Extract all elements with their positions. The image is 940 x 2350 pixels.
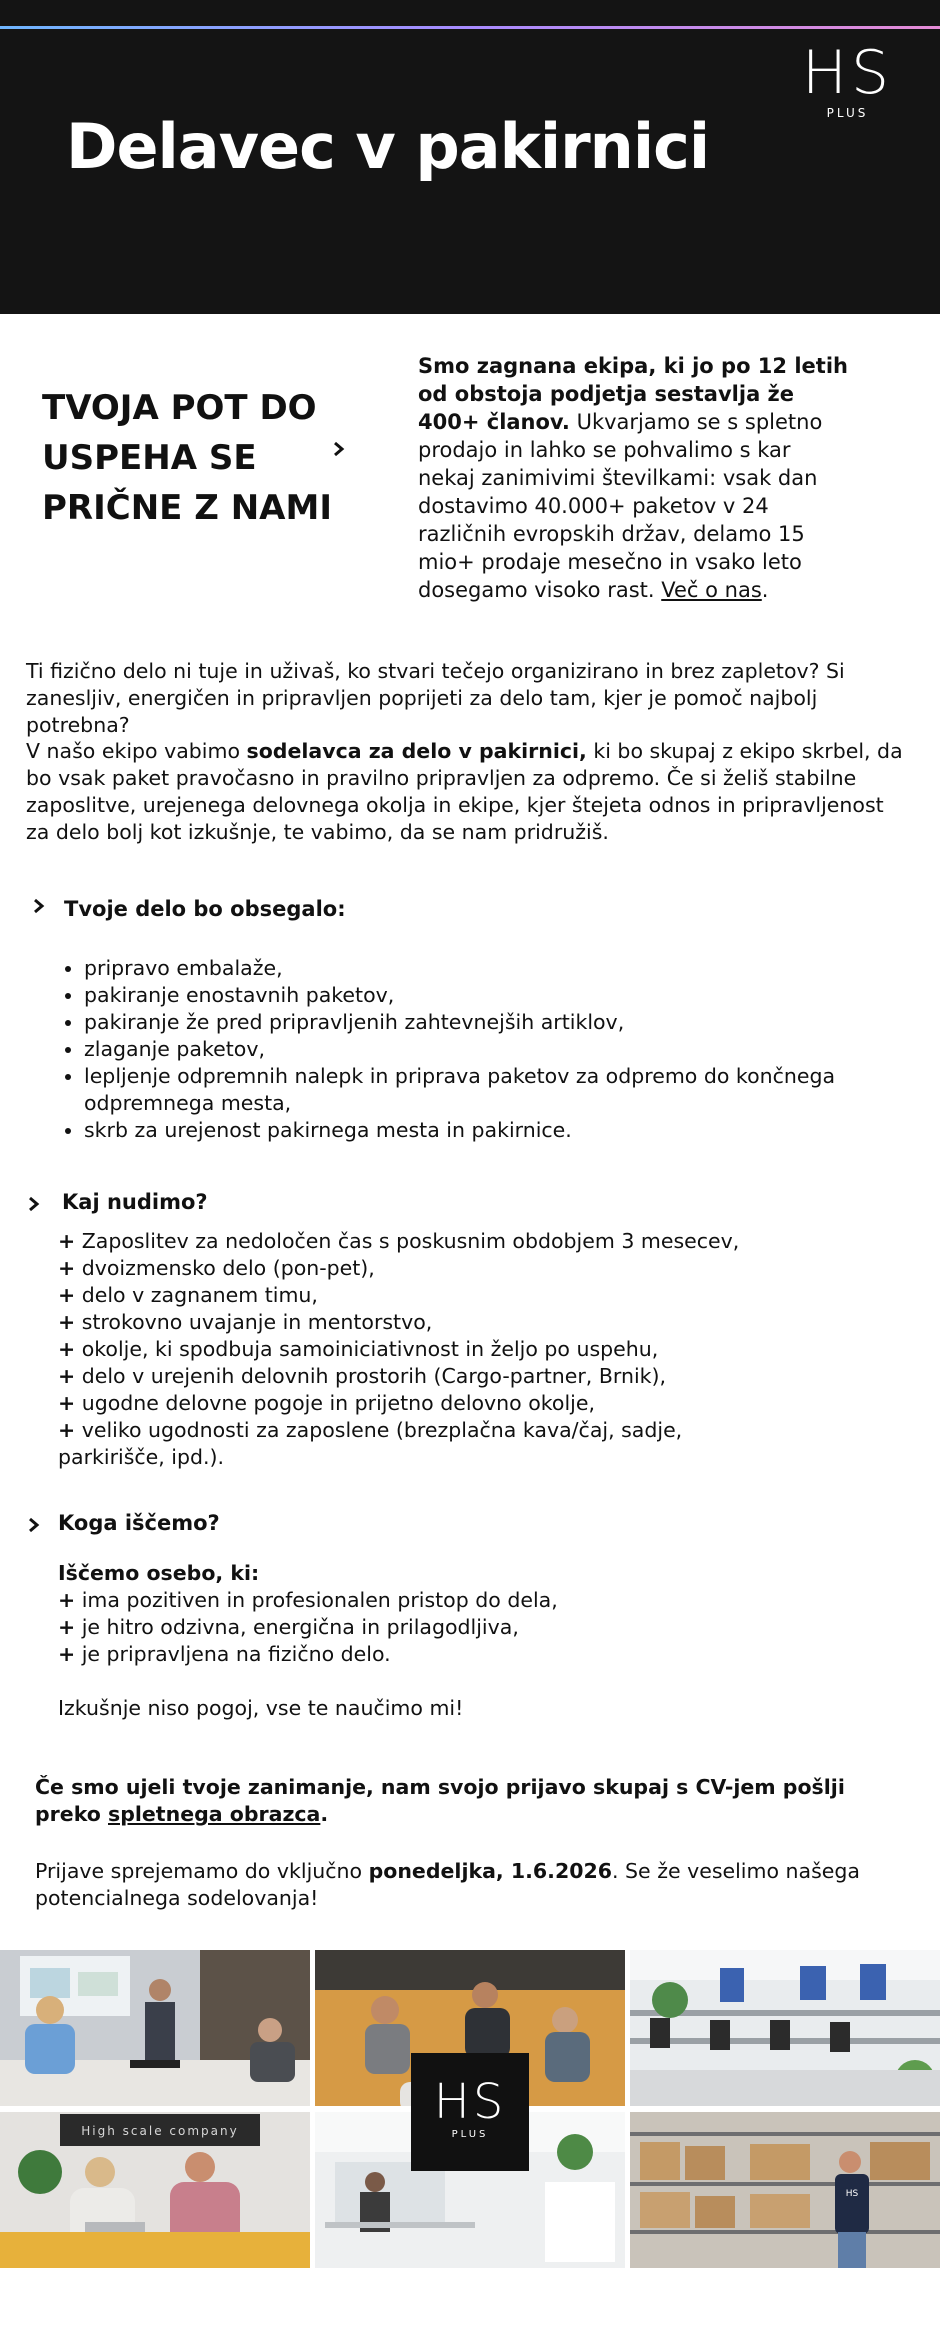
plus-icon: +	[58, 1256, 76, 1280]
path-title-line: PRIČNE Z NAMI	[42, 488, 332, 528]
list-item	[58, 1228, 818, 1255]
seek-list	[58, 1560, 818, 1722]
company-intro	[418, 352, 848, 604]
list-item: • zlaganje paketov,	[84, 1036, 844, 1063]
seek-subheading	[58, 1560, 818, 1587]
meeting-photo	[0, 1950, 310, 2106]
seek-sub: Iščemo osebo, ki:	[58, 1561, 260, 1585]
chevron-right-icon	[26, 1517, 42, 1533]
list-item	[58, 1587, 818, 1614]
logo-main: HS	[433, 2074, 507, 2130]
duties-list	[84, 955, 844, 1144]
logo-main: HS	[801, 38, 894, 108]
duties-heading: Tvoje delo bo obsegalo:	[64, 897, 346, 921]
logo-sub: PLUS	[826, 106, 869, 120]
offer-item-text: okolje, ki spodbuja samoiniciativnost in željo po uspehu,	[81, 1337, 659, 1361]
seek-heading: Koga iščemo?	[58, 1511, 220, 1535]
deadline-date: ponedeljka, 1.6.2026	[368, 1859, 613, 1883]
plus-icon: +	[58, 1310, 76, 1334]
offer-item-text: strokovno uvajanje in mentorstvo,	[81, 1310, 433, 1334]
list-item	[58, 1336, 818, 1363]
page-title: Delavec v pakirnici	[66, 110, 710, 183]
hs-plus-logo	[795, 38, 900, 120]
seek-item-text: ima pozitiven in profesionalen pristop do dela,	[81, 1588, 558, 1612]
intro-bold: Smo zagnana ekipa, ki jo po 12 letih od obstoja podjetja sestavlja že 400+ članov.	[418, 354, 848, 434]
path-title	[42, 383, 342, 533]
list-item: • skrb za urejenost pakirnega mesta in pakirnice.	[84, 1117, 844, 1144]
deadline-text: . Se že veselimo našega potencialnega sodelovanja!	[35, 1859, 860, 1910]
list-item	[58, 1255, 818, 1282]
offer-item-text: delo v urejenih delovnih prostorih (Cargo-partner, Brnik),	[81, 1364, 667, 1388]
list-item	[58, 1614, 818, 1641]
office-photo	[630, 1950, 940, 2106]
invitation-paragraph	[26, 738, 906, 846]
spacer	[58, 1668, 818, 1695]
list-item	[58, 1641, 818, 1668]
plus-icon: +	[58, 1283, 76, 1307]
seek-item-text: je hitro odzivna, energična in prilagodljiva,	[81, 1615, 519, 1639]
invitation-text: ki bo skupaj z ekipo skrbel, da bo vsak paket pravočasno in pravilno pripravljen za odpremo. Če si želiš stabilne zaposlitve, urejenega delovnega okolja in ekipe, kjer štejeta odnos in pripravljenost za delo bolj kot izkušnje, te vabimo, da se nam pridružiš.	[26, 739, 903, 844]
list-item	[58, 1417, 778, 1471]
offer-heading: Kaj nudimo?	[62, 1190, 208, 1214]
deadline-paragraph	[35, 1858, 875, 1912]
intro-paragraph: Ti fizično delo ni tuje in uživaš, ko stvari tečejo organizirano in brez zapletov? Si zanesljiv, energičen in pripravljen poprijeti za delo tam, kjer je pomoč najbolj potrebna?	[26, 659, 845, 737]
deadline-text: Prijave sprejemamo do vključno	[35, 1859, 369, 1883]
colleagues-photo	[0, 2112, 310, 2268]
apply-end: .	[320, 1802, 329, 1826]
list-item	[58, 1309, 818, 1336]
offer-item-text: ugodne delovne pogoje in prijetno delovno okolje,	[81, 1391, 595, 1415]
plus-icon: +	[58, 1418, 76, 1442]
offer-item-text: dvoizmensko delo (pon-pet),	[81, 1256, 375, 1280]
invitation-text: V našo ekipo vabimo	[26, 739, 247, 763]
chevron-right-icon	[330, 440, 348, 458]
plus-icon: +	[58, 1364, 76, 1388]
offer-item-text: veliko ugodnosti za zaposlene (brezplačna kava/čaj, sadje, parkirišče, ipd.).	[58, 1418, 683, 1469]
warehouse-photo	[630, 2112, 940, 2268]
logo-sub: PLUS	[451, 2129, 489, 2140]
apply-paragraph	[35, 1774, 875, 1828]
banner-text: High scale company	[81, 2124, 239, 2138]
hs-plus-logo-badge	[411, 2053, 529, 2171]
seek-note: Izkušnje niso pogoj, vse te naučimo mi!	[58, 1696, 464, 1720]
apply-text: Če smo ujeli tvoje zanimanje, nam svojo prijavo skupaj s CV-jem pošlji preko	[35, 1775, 845, 1826]
application-form-link[interactable]: spletnega obrazca	[108, 1802, 321, 1826]
intro-end: .	[761, 578, 769, 602]
intro-text: Ukvarjamo se s spletno prodajo in lahko se pohvalimo s kar nekaj zanimivimi številkami: vsak dan dostavimo 40.000+ paketov v 24 različnih evropskih držav, delamo 15 mio+ prodaje mesečno in vsako leto dosegamo visoko rast.	[418, 410, 823, 602]
plus-icon: +	[58, 1229, 76, 1253]
more-about-us-link[interactable]: Več o nas	[661, 578, 762, 602]
accent-line	[0, 26, 940, 29]
path-title-line: TVOJA POT DO	[42, 388, 317, 428]
offer-list	[58, 1228, 818, 1471]
plus-icon: +	[58, 1391, 76, 1415]
invitation-bold: sodelavca za delo v pakirnici,	[246, 739, 587, 763]
list-item	[58, 1363, 818, 1390]
plus-icon: +	[58, 1588, 76, 1612]
list-item	[58, 1390, 818, 1417]
list-item	[58, 1282, 818, 1309]
offer-item-text: Zaposlitev za nedoločen čas s poskusnim obdobjem 3 mesecev,	[81, 1229, 740, 1253]
seek-item-text: je pripravljena na fizično delo.	[81, 1642, 391, 1666]
list-item: • pripravo embalaže,	[84, 955, 844, 982]
plus-icon: +	[58, 1615, 76, 1639]
chevron-right-icon	[31, 898, 47, 914]
chevron-right-icon	[26, 1196, 42, 1212]
list-item: • pakiranje že pred pripravljenih zahtevnejših artiklov,	[84, 1009, 844, 1036]
shirt-logo: HS	[845, 2189, 859, 2199]
list-item: • pakiranje enostavnih paketov,	[84, 982, 844, 1009]
path-title-line: USPEHA SE	[42, 438, 257, 478]
plus-icon: +	[58, 1337, 76, 1361]
offer-item-text: delo v zagnanem timu,	[81, 1283, 318, 1307]
list-item: • lepljenje odpremnih nalepk in priprava paketov za odpremo do končnega odpremnega mesta,	[84, 1063, 844, 1117]
plus-icon: +	[58, 1642, 76, 1666]
